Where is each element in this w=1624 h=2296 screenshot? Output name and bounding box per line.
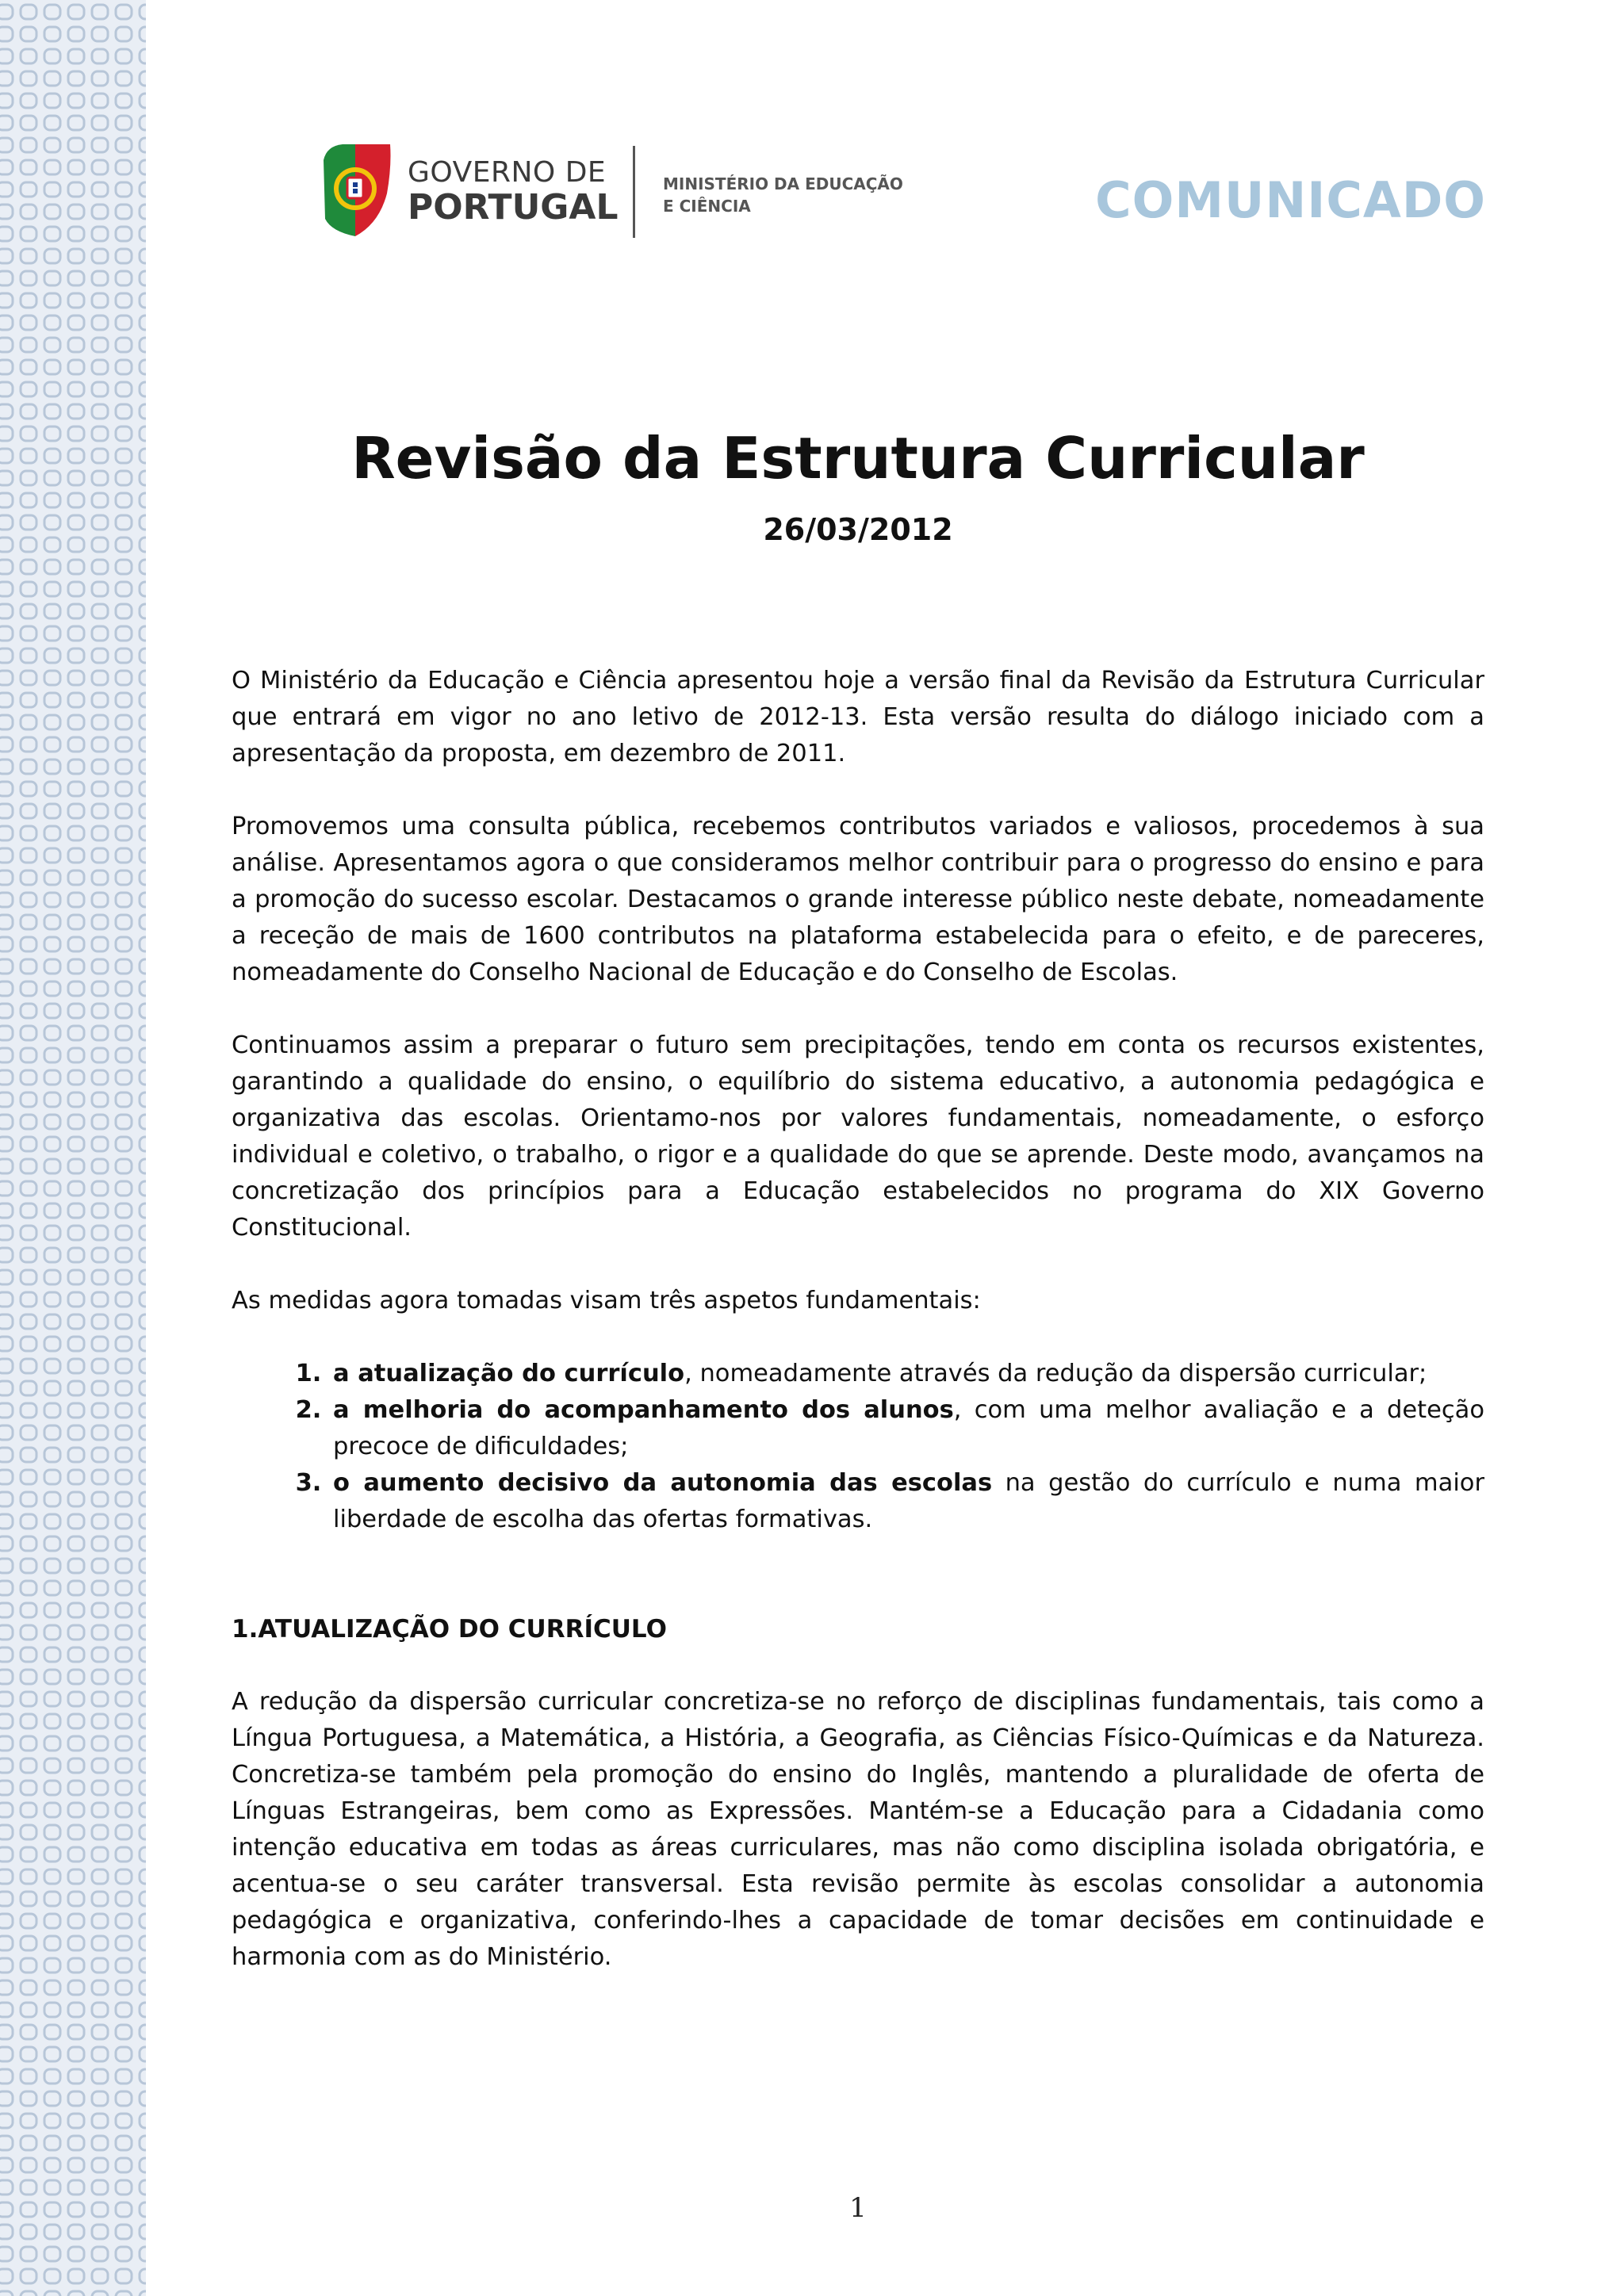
list-item-text: , com uma melhor avaliação e a deteção precoce de dificuldades;	[333, 1396, 1484, 1460]
ministry-name	[663, 173, 903, 217]
document-body	[232, 663, 1484, 1976]
ministry-name-line1: MINISTÉRIO DA EDUCAÇÃO	[663, 174, 903, 193]
list-item-bold: o aumento decisivo da autonomia das escolas	[333, 1469, 993, 1497]
list-item	[330, 1392, 1484, 1465]
paragraph-measures-intro: As medidas agora tomadas visam três aspetos fundamentais:	[232, 1287, 981, 1314]
government-wordmark-line2: PORTUGAL	[408, 187, 619, 228]
list-item-bold: a melhoria do acompanhamento dos alunos	[333, 1396, 954, 1424]
header-divider	[633, 146, 635, 238]
side-decorative-pattern	[0, 0, 146, 2296]
document-type-label: COMUNICADO	[1095, 171, 1486, 229]
letterhead	[324, 143, 1486, 246]
ministry-name-line2: E CIÊNCIA	[663, 197, 751, 216]
list-item-text: , nomeadamente através da redução da dispersão curricular;	[684, 1360, 1427, 1387]
list-item	[330, 1465, 1484, 1538]
paragraph-consultation: Promovemos uma consulta pública, recebemos contributos variados e valiosos, procedemos à sua análise. Apresentamos agora o que consideramos melhor contribuir para o progresso do ensino e para a promoção do sucesso escolar. Destacamos o grande interesse público neste debate, nomeadamente a receção de mais de 1600 contributos na plataforma estabelecida para o efeito, e de pareceres, nomeadamente do Conselho Nacional de Educação e do Conselho de Escolas.	[232, 813, 1484, 986]
government-wordmark-line1: GOVERNO DE	[408, 156, 607, 189]
aspects-list	[232, 1356, 1484, 1538]
document-title: Revisão da Estrutura Curricular	[351, 425, 1365, 492]
government-wordmark	[408, 156, 619, 228]
list-item	[330, 1356, 1484, 1392]
portugal-coat-of-arms-icon	[324, 143, 392, 238]
paragraph-section1: A redução da dispersão curricular concretiza-se no reforço de disciplinas fundamentais, tais como a Língua Portuguesa, a Matemática, a História, a Geografia, as Ciências Físico-Químicas e da Natureza. Concretiza-se também pela promoção do ensino do Inglês, mantendo a pluralidade de oferta de Línguas Estrangeiras, bem como as Expressões. Mantém-se a Educação para a Cidadania como intenção educativa em todas as áreas curriculares, mas não como disciplina isolada obrigatória, e acentua-se o seu caráter transversal. Esta revisão permite às escolas consolidar a autonomia pedagógica e organizativa, conferindo-lhes a capacidade de tomar decisões em continuidade e harmonia com as do Ministério.	[232, 1688, 1484, 1971]
paragraph-continuation: Continuamos assim a preparar o futuro sem precipitações, tendo em conta os recursos existentes, garantindo a qualidade do ensino, o equilíbrio do sistema educativo, a autonomia pedagógica e organizativa das escolas. Orientamo-nos por valores fundamentais, nomeadamente, o esforço individual e coletivo, o trabalho, o rigor e a qualidade do que se aprende. Deste modo, avançamos na concretização dos princípios para a Educação estabelecidos no programa do XIX Governo Constitucional.	[232, 1031, 1484, 1242]
document-date: 26/03/2012	[763, 512, 953, 547]
list-item-bold: a atualização do currículo	[333, 1360, 685, 1387]
section-heading: 1.ATUALIZAÇÃO DO CURRÍCULO	[232, 1615, 667, 1644]
paragraph-intro: O Ministério da Educação e Ciência apresentou hoje a versão final da Revisão da Estrutura Curricular que entrará em vigor no ano letivo de 2012-13. Esta versão resulta do diálogo iniciado com a apresentação da proposta, em dezembro de 2011.	[232, 667, 1484, 767]
list-item-text: na gestão do currículo e numa maior liberdade de escolha das ofertas formativas.	[333, 1469, 1485, 1533]
page-number: 1	[849, 2192, 867, 2224]
